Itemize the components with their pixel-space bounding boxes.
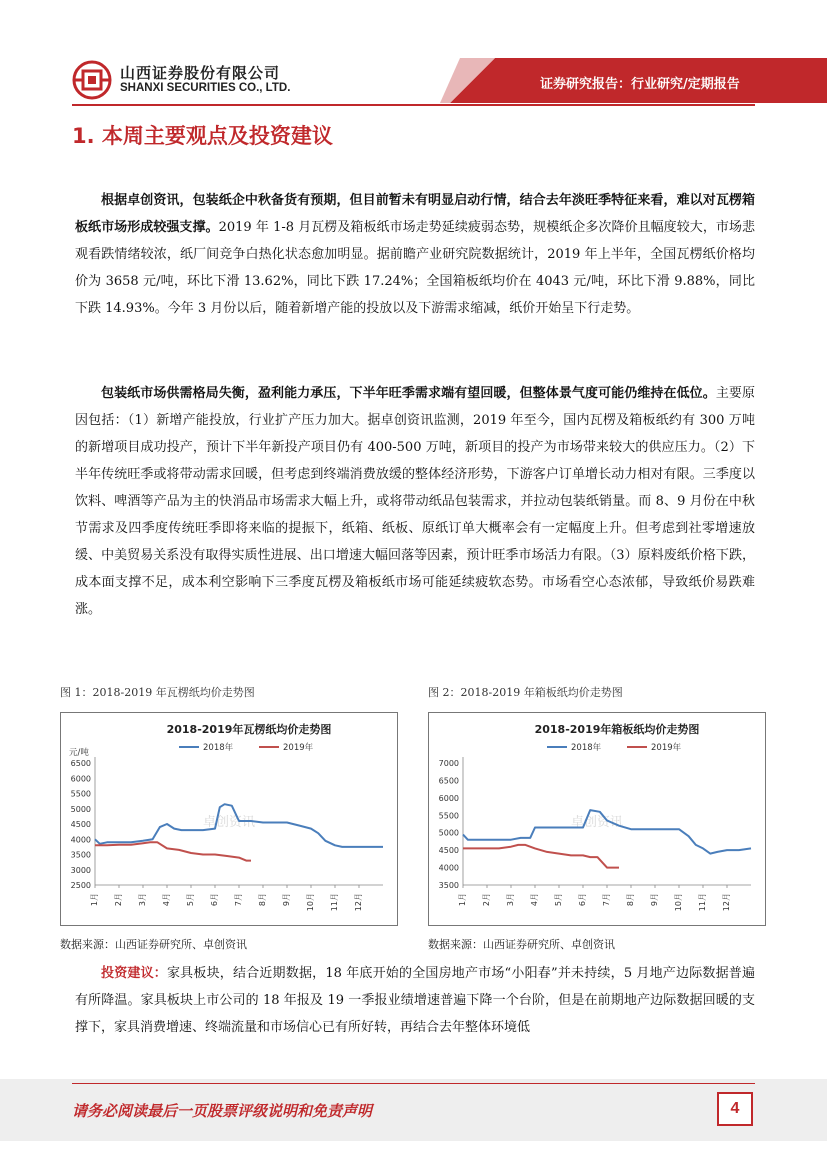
y-tick-label: 5500 xyxy=(438,811,459,821)
section-title: 1. 本周主要观点及投资建议 xyxy=(72,124,333,148)
y-tick-label: 6500 xyxy=(70,759,91,768)
x-tick-label: 4月 xyxy=(530,893,539,907)
page-number: 4 xyxy=(717,1092,753,1126)
investment-advice-label: 投资建议： xyxy=(101,966,167,981)
watermark: 卓创资讯 xyxy=(570,815,624,830)
y-tick-label: 4000 xyxy=(438,863,459,873)
company-name-en: SHANXI SECURITIES CO., LTD. xyxy=(120,82,291,94)
x-tick-label: 8月 xyxy=(626,893,635,907)
x-tick-label: 10月 xyxy=(674,893,683,912)
x-tick-label: 8月 xyxy=(258,893,267,907)
x-tick-label: 12月 xyxy=(722,893,731,912)
figure-1-chart xyxy=(61,713,397,925)
paragraph-1 xyxy=(75,187,755,322)
y-tick-label: 4500 xyxy=(70,820,91,829)
y-tick-label: 5000 xyxy=(70,804,91,814)
y-tick-label: 6000 xyxy=(70,774,91,784)
x-tick-label: 3月 xyxy=(138,893,147,907)
y-tick-label: 6500 xyxy=(438,776,459,786)
paragraph-1-body: 2019 年 1-8 月瓦楞及箱板纸市场走势延续疲弱态势，规模纸企多次降价且幅度较大，市场悲观看跌情绪较浓，纸厂间竞争白热化状态愈加明显。据前瞻产业研究院数据统计，2019 年上半年，全国瓦楞纸价格均价为 3658 元/吨，环比下滑 13.62%，同比下跌 17.24%；全国箱板纸均价在 4043 元/吨，环比下滑 9.88%，同比下跌 14.93%。今年 3 月份以后，随着新增产能的投放以及下游需求缩减，纸价开始呈下行走势。 xyxy=(75,220,755,316)
paragraph-3-body: 家具板块，结合近期数据，18 年底开始的全国房地产市场“小阳春”并未持续，5 月地产边际数据普遍有所降温。家具板块上市公司的 18 年报及 19 一季报业绩增速普遍下降一个台阶，但是在前期地产边际数据回暖的支撑下，家具消费增速、终端流量和市场信心已有所好转，再结合去年整体环境低 xyxy=(75,966,755,1035)
chart-title: 2018-2019年箱板纸均价走势图 xyxy=(534,723,700,736)
x-tick-label: 10月 xyxy=(306,893,315,912)
y-tick-label: 3000 xyxy=(70,865,91,875)
watermark: 卓创资讯 xyxy=(202,815,256,830)
figure-2-chart-frame xyxy=(428,712,766,926)
series-line-2019年 xyxy=(95,842,251,860)
chart-title: 2018-2019年瓦楞纸均价走势图 xyxy=(166,723,332,736)
paragraph-2-lead: 包装纸市场供需格局失衡，盈利能力承压，下半年旺季需求端有望回暖，但整体景气度可能仍维持在低位。 xyxy=(101,386,716,401)
paragraph-3 xyxy=(75,960,755,1041)
company-name-cn: 山西证券股份有限公司 xyxy=(120,64,281,82)
x-tick-label: 1月 xyxy=(90,893,99,907)
x-tick-label: 3月 xyxy=(506,893,515,907)
y-tick-label: 4500 xyxy=(438,846,459,856)
footer-divider xyxy=(72,1083,755,1084)
legend-label-1: 2019年 xyxy=(651,743,682,753)
footer-disclaimer[interactable]: 请务必阅读最后一页股票评级说明和免责声明 xyxy=(72,1102,373,1120)
x-tick-label: 12月 xyxy=(354,893,363,912)
report-type: 证券研究报告：行业研究/定期报告 xyxy=(540,77,740,92)
paragraph-1-lead: 根据卓创资讯，包装纸企中秋备货有预期，但目前暂未有明显启动行情，结合去年淡旺季特征来看，难以对瓦楞箱板纸市场形成较强支撑。 xyxy=(75,193,755,235)
figure-1-caption: 图 1：2018-2019 年瓦楞纸均价走势图 xyxy=(60,686,255,699)
y-axis-label: 元/吨 xyxy=(69,748,89,758)
x-tick-label: 7月 xyxy=(602,893,611,907)
legend-label-0: 2018年 xyxy=(203,743,234,753)
y-tick-label: 6000 xyxy=(438,793,459,803)
y-tick-label: 3500 xyxy=(70,850,91,860)
figure-2-source: 数据来源：山西证券研究所、卓创资讯 xyxy=(428,938,615,951)
series-line-2019年 xyxy=(463,845,619,868)
x-tick-label: 6月 xyxy=(578,893,587,907)
legend-label-1: 2019年 xyxy=(283,743,314,753)
x-tick-label: 1月 xyxy=(458,893,467,907)
company-logo xyxy=(72,60,112,100)
x-tick-label: 5月 xyxy=(186,893,195,907)
paragraph-2 xyxy=(75,380,755,623)
x-tick-label: 9月 xyxy=(282,893,291,907)
y-tick-label: 5500 xyxy=(70,789,91,799)
x-tick-label: 11月 xyxy=(698,893,707,912)
y-tick-label: 5000 xyxy=(438,828,459,838)
x-tick-label: 2月 xyxy=(482,893,491,907)
figure-2-caption: 图 2：2018-2019 年箱板纸均价走势图 xyxy=(428,686,623,699)
y-tick-label: 3500 xyxy=(438,881,459,890)
y-tick-label: 4000 xyxy=(70,835,91,845)
x-tick-label: 7月 xyxy=(234,893,243,907)
figure-2-chart xyxy=(429,713,765,925)
figure-1-chart-frame xyxy=(60,712,398,926)
y-tick-label: 7000 xyxy=(438,759,459,768)
figure-1-source: 数据来源：山西证券研究所、卓创资讯 xyxy=(60,938,247,951)
x-tick-label: 4月 xyxy=(162,893,171,907)
x-tick-label: 11月 xyxy=(330,893,339,912)
x-tick-label: 9月 xyxy=(650,893,659,907)
x-tick-label: 2月 xyxy=(114,893,123,907)
y-tick-label: 2500 xyxy=(70,881,91,890)
x-tick-label: 6月 xyxy=(210,893,219,907)
header-divider xyxy=(72,104,755,106)
x-tick-label: 5月 xyxy=(554,893,563,907)
legend-label-0: 2018年 xyxy=(571,743,602,753)
paragraph-2-body: 主要原因包括：（1）新增产能投放，行业扩产压力加大。据卓创资讯监测，2019 年至今，国内瓦楞及箱板纸约有 300 万吨的新增项目成功投产，预计下半年新投产项目仍有 400-500 万吨，新项目的投产为市场带来较大的供应压力。（2）下半年传统旺季或将带动需求回暖，但考虑到终端消费放缓的整体经济形势，下游客户订单增长动力相对有限。三季度以饮料、啤酒等产品为主的快消品市场需求大幅上升，或将带动纸品包装需求，并拉动包装纸销量。而 8、9 月份在中秋节需求及四季度传统旺季即将来临的提振下，纸箱、纸板、原纸订单大概率会有一定幅度上升。但考虑到社零增速放缓、中美贸易关系没有取得实质性进展、出口增速大幅回落等因素，预计旺季市场活力有限。（3）原料废纸价格下跌，成本面支撑不足，成本利空影响下三季度瓦楞及箱板纸市场可能延续疲软态势。市场看空心态浓郁，导致纸价易跌难涨。 xyxy=(75,386,755,617)
